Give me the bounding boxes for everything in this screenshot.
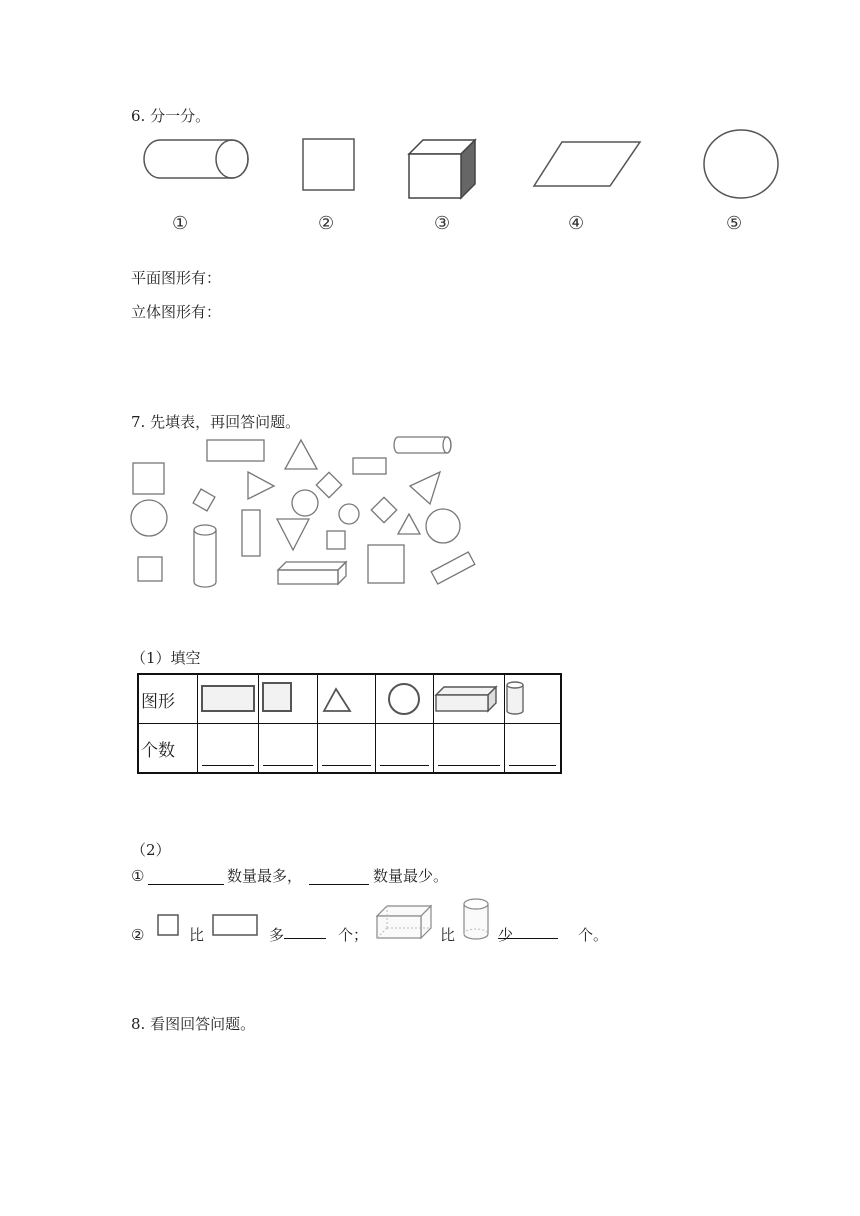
fill-in-table <box>137 673 562 774</box>
cuboid-icon <box>278 562 346 584</box>
table-cell <box>505 674 562 724</box>
rectangle-icon <box>353 458 386 474</box>
triangle-icon <box>398 514 420 534</box>
part-2-label: （2） <box>131 841 171 859</box>
circle-icon <box>702 128 780 200</box>
less-count-blank[interactable] <box>498 918 558 939</box>
table-cell <box>198 674 259 724</box>
count-blank[interactable] <box>259 724 318 774</box>
cuboid-icon <box>434 677 504 717</box>
table-row-shapes <box>138 674 561 724</box>
cylinder-icon <box>505 677 560 717</box>
compare-ge-1: 个； <box>338 926 369 944</box>
square-icon <box>302 138 356 192</box>
count-blank[interactable] <box>318 724 376 774</box>
rectangle-icon <box>431 552 475 584</box>
question-8-title: 8. 看图回答问题。 <box>131 1015 256 1033</box>
compare-bi-1: 比 <box>189 926 205 944</box>
table-cell <box>259 674 318 724</box>
triangle-icon <box>248 472 274 499</box>
rectangle-icon <box>198 677 258 717</box>
circle-icon <box>426 509 460 543</box>
shape-label-2: ② <box>318 213 335 234</box>
cylinder-icon <box>462 896 490 942</box>
triangle-icon <box>410 472 440 504</box>
part-1-label: （1）填空 <box>131 649 201 667</box>
rectangle-icon <box>207 440 264 461</box>
circle-icon <box>376 677 433 717</box>
triangle-icon <box>277 519 309 550</box>
count-blank[interactable] <box>505 724 562 774</box>
compare-duo: 多 <box>269 926 285 944</box>
question-7-title: 7. 先填表，再回答问题。 <box>131 413 301 431</box>
compare-bi-2: 比 <box>440 926 456 944</box>
question-6-title: 6. 分一分。 <box>131 107 211 125</box>
shape-label-3: ③ <box>434 213 451 234</box>
circle-icon <box>131 500 167 536</box>
row-header-shape: 图形 <box>138 674 198 724</box>
shape-label-4: ④ <box>568 213 585 234</box>
square-icon <box>138 557 162 581</box>
compare-ge-2: 个。 <box>578 926 609 944</box>
square-icon <box>316 472 341 497</box>
square-icon <box>371 497 396 522</box>
shape-label-1: ① <box>172 213 189 234</box>
count-blank[interactable] <box>434 724 505 774</box>
part-2-line-2-num: ② <box>131 926 145 944</box>
scattered-shapes-figure <box>126 432 478 592</box>
cylinder-icon <box>142 138 250 180</box>
cuboid-icon <box>375 904 433 940</box>
cylinder-icon <box>394 437 451 453</box>
square-icon <box>133 463 164 494</box>
most-blank[interactable] <box>148 864 224 885</box>
cylinder-icon <box>194 525 216 587</box>
triangle-icon <box>318 677 375 717</box>
compare-shao: 少 <box>498 926 514 944</box>
cube-icon <box>407 138 477 200</box>
table-cell <box>318 674 376 724</box>
more-count-blank[interactable] <box>284 918 326 939</box>
count-blank[interactable] <box>376 724 434 774</box>
row-header-count: 个数 <box>138 724 198 774</box>
triangle-icon <box>285 440 317 469</box>
circle-icon <box>292 490 318 516</box>
count-blank[interactable] <box>198 724 259 774</box>
square-icon <box>259 677 317 717</box>
shape-label-5: ⑤ <box>726 213 743 234</box>
parallelogram-icon <box>532 140 642 188</box>
square-icon <box>193 489 215 511</box>
rectangle-icon <box>212 914 258 936</box>
solid-shapes-prompt: 立体图形有： <box>131 303 222 321</box>
table-cell <box>434 674 505 724</box>
table-cell <box>376 674 434 724</box>
least-text: 数量最少。 <box>373 867 449 885</box>
square-icon <box>157 914 179 936</box>
most-text: 数量最多， <box>227 867 303 885</box>
square-icon <box>368 545 404 583</box>
rectangle-icon <box>242 510 260 556</box>
part-2-line-1-num: ① <box>131 867 145 885</box>
plane-shapes-prompt: 平面图形有： <box>131 269 222 287</box>
circle-icon <box>339 504 359 524</box>
table-row-counts <box>138 724 561 774</box>
square-icon <box>327 531 345 549</box>
least-blank[interactable] <box>309 864 369 885</box>
